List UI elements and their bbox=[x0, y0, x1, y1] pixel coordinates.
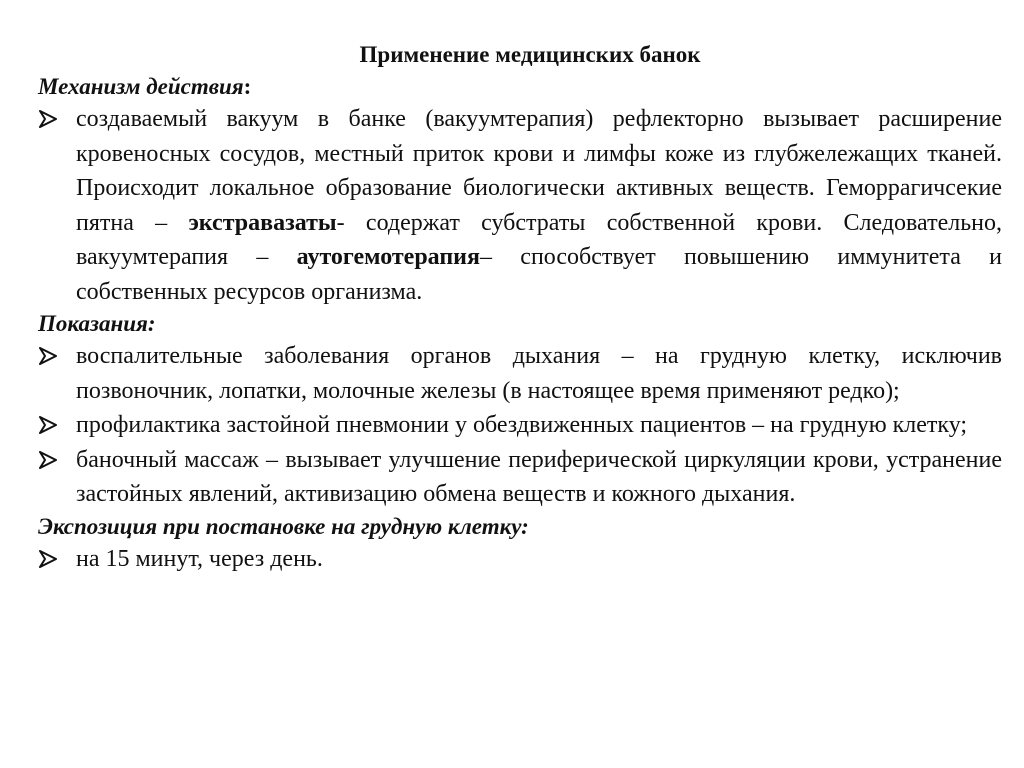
list-item bbox=[38, 408, 1002, 443]
term-extravasates: экстравазаты bbox=[188, 209, 337, 236]
arrow-bullet-icon bbox=[38, 339, 76, 374]
list-item bbox=[38, 339, 1002, 408]
indications-list bbox=[38, 339, 1002, 512]
arrow-bullet-icon bbox=[38, 443, 76, 478]
list-item-text: профилактика застойной пневмонии у обездвиженных пациентов – на грудную клетку; bbox=[76, 412, 968, 438]
mechanism-list bbox=[38, 102, 1002, 309]
arrow-bullet-icon bbox=[38, 542, 76, 577]
list-item bbox=[38, 542, 1002, 577]
list-item bbox=[38, 443, 1002, 512]
section-heading-mechanism-colon: : bbox=[243, 74, 252, 99]
document-page bbox=[38, 40, 1002, 576]
section-heading-exposure: Экспозиция при постановке на грудную клетку: bbox=[38, 513, 529, 539]
term-autohemotherapy: аутогемотерапия bbox=[296, 244, 480, 270]
section-heading-mechanism-text: Механизм действия bbox=[38, 74, 244, 99]
arrow-bullet-icon bbox=[38, 408, 76, 443]
list-item-text: на 15 минут, через день. bbox=[76, 545, 323, 572]
arrow-bullet-icon bbox=[38, 102, 76, 137]
section-heading-indications: Показания: bbox=[38, 311, 156, 336]
list-item-text: создаваемый вакуум в банке (вакуумтерапия) рефлекторно вызывает расширение кровеносных сосудов, местный приток крови и лимфы коже из глубжележащих тканей. Происходит локальное образование биологически активных веществ. Геморрагичсекие пятна – экстравазаты- содержат субстраты собственной крови. Следовательно, вакуумтерапия – аутогемотерапия– способствует повышению иммунитета и собственных ресурсов организма. bbox=[76, 106, 1003, 305]
list-item-text: воспалительные заболевания органов дыхания – на грудную клетку, исключив позвоночник, лопатки, молочные железы (в настоящее время применяют редко); bbox=[76, 343, 1002, 404]
page-title: Применение медицинских банок bbox=[359, 42, 701, 67]
exposure-list bbox=[38, 542, 1002, 577]
section-heading-mechanism bbox=[38, 72, 1002, 102]
list-item-text: баночный массаж – вызывает улучшение периферической циркуляции крови, устранение застойных явлений, активизацию обмена веществ и кожного дыхания. bbox=[76, 446, 1002, 507]
list-item bbox=[38, 102, 1002, 309]
